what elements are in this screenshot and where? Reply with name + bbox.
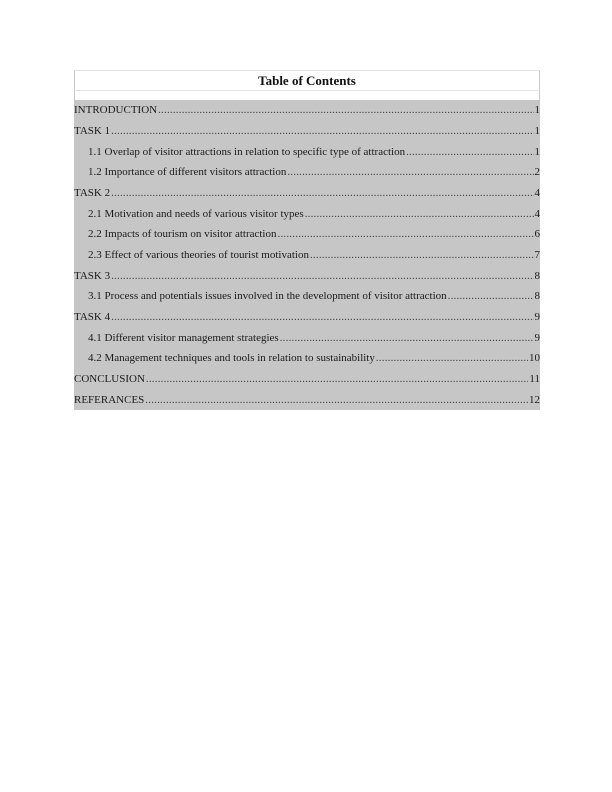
toc-entry-label: 1.2 Importance of different visitors attraction [88, 166, 287, 179]
toc-entry-page: 11 [529, 372, 540, 385]
toc-entry-label: TASK 1 [74, 124, 111, 137]
toc-entry-page: 4 [534, 207, 540, 220]
toc-dot-leader [146, 373, 529, 385]
toc-entry-label: TASK 3 [74, 269, 111, 282]
toc-dot-leader [310, 249, 534, 261]
toc-entry[interactable] [74, 286, 540, 307]
toc-title: Table of Contents [258, 73, 356, 88]
toc-entry[interactable] [74, 348, 540, 369]
toc-entry[interactable] [74, 327, 540, 348]
toc-entry[interactable] [74, 224, 540, 245]
toc-entry-label: 3.1 Process and potentials issues involved in the development of visitor attraction [88, 290, 447, 303]
toc-entry[interactable] [74, 203, 540, 224]
toc-entry-page: 6 [534, 228, 540, 241]
toc-entry-page: 1 [534, 104, 540, 117]
table-of-contents [74, 70, 540, 410]
toc-entry[interactable] [74, 121, 540, 142]
toc-entry-page: 8 [534, 269, 540, 282]
toc-entry-page: 12 [529, 393, 540, 406]
toc-entry[interactable] [74, 245, 540, 266]
toc-title-box [74, 70, 540, 90]
toc-dot-leader [111, 270, 533, 282]
toc-entry[interactable] [74, 389, 540, 410]
toc-entry-page: 1 [534, 145, 540, 158]
toc-entry-page: 8 [534, 290, 540, 303]
toc-entry[interactable] [74, 100, 540, 121]
toc-dot-leader [111, 187, 533, 199]
toc-entry[interactable] [74, 162, 540, 183]
toc-entry-page: 7 [534, 248, 540, 261]
toc-entry-page: 9 [534, 310, 540, 323]
toc-dot-leader [145, 394, 528, 406]
toc-dot-leader [280, 332, 534, 344]
toc-entry-label: TASK 4 [74, 310, 111, 323]
toc-dot-leader [406, 146, 533, 158]
toc-entry-label: 2.3 Effect of various theories of tourist motivation [88, 248, 309, 261]
toc-dot-leader [111, 311, 533, 323]
toc-dot-leader [278, 228, 534, 240]
toc-dot-leader [111, 125, 533, 137]
toc-entry[interactable] [74, 265, 540, 286]
toc-entry-page: 2 [534, 166, 540, 179]
toc-entry[interactable] [74, 369, 540, 390]
toc-entry[interactable] [74, 307, 540, 328]
toc-entry-label: REFERANCES [74, 393, 145, 406]
toc-entry-label: 2.1 Motivation and needs of various visitor types [88, 207, 304, 220]
toc-entry[interactable] [74, 183, 540, 204]
toc-dot-leader [305, 208, 534, 220]
toc-entry-label: 1.1 Overlap of visitor attractions in relation to specific type of attraction [88, 145, 406, 158]
toc-dot-leader [158, 104, 533, 116]
toc-dot-leader [376, 352, 528, 364]
toc-entry-page: 9 [534, 331, 540, 344]
toc-entry-label: INTRODUCTION [74, 104, 158, 117]
toc-entry-label: CONCLUSION [74, 372, 145, 385]
toc-dot-leader [448, 290, 534, 302]
toc-entry-label: TASK 2 [74, 186, 111, 199]
toc-entries [74, 100, 540, 410]
toc-entry-page: 1 [534, 124, 540, 137]
toc-entry-label: 4.2 Management techniques and tools in relation to sustainability [88, 352, 375, 365]
toc-title-spacer [74, 90, 540, 100]
toc-entry-label: 4.1 Different visitor management strategies [88, 331, 279, 344]
toc-entry-page: 4 [534, 186, 540, 199]
toc-entry-page: 10 [529, 352, 540, 365]
toc-dot-leader [287, 166, 533, 178]
toc-entry-label: 2.2 Impacts of tourism on visitor attraction [88, 228, 277, 241]
toc-entry[interactable] [74, 141, 540, 162]
